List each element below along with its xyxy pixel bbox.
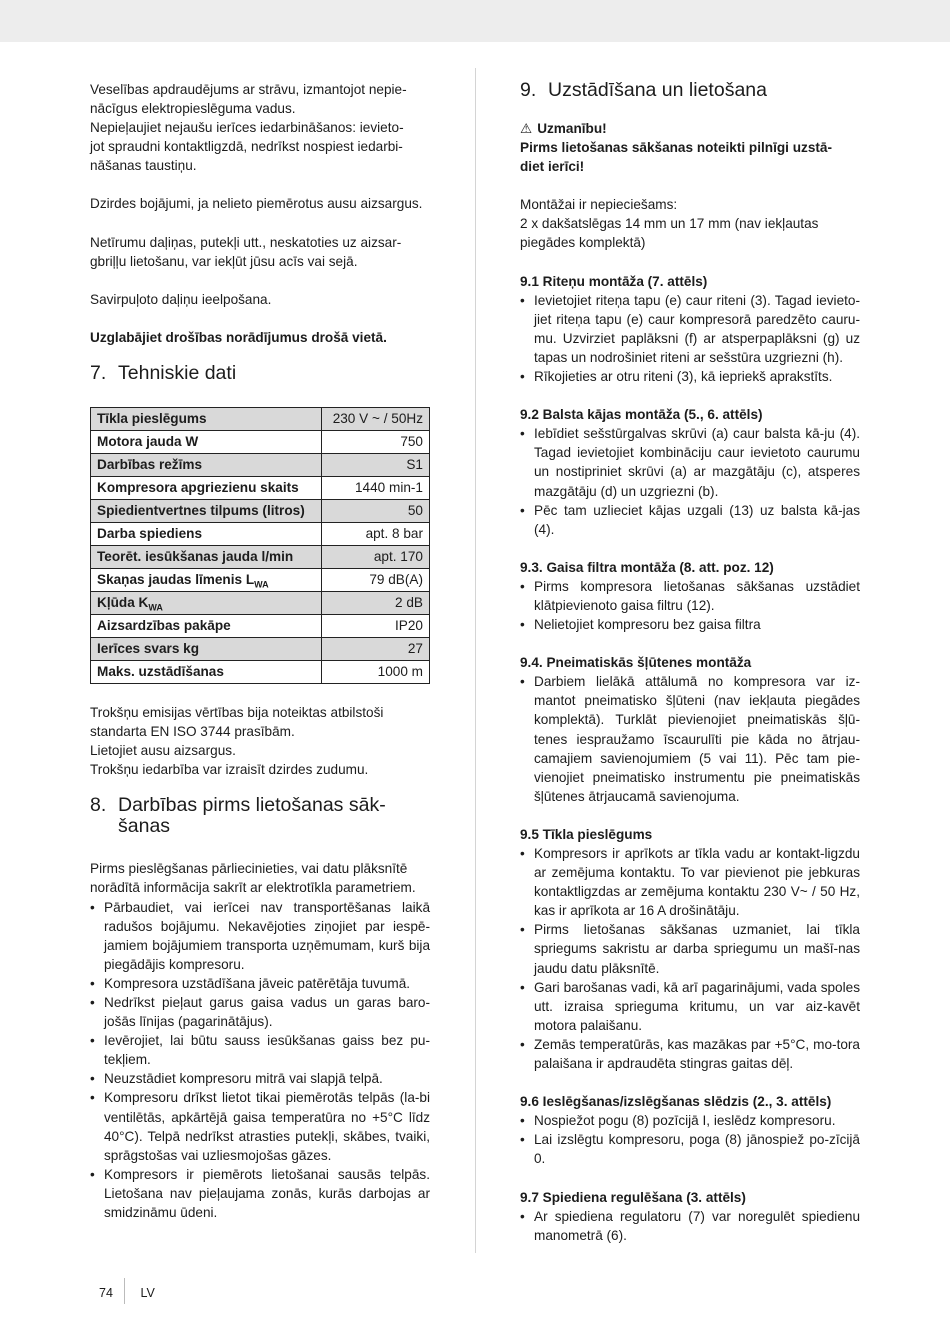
spec-label <box>91 453 322 476</box>
warning-heading <box>520 119 860 138</box>
spec-label <box>91 499 322 522</box>
language-code: LV <box>140 1286 155 1300</box>
section-number: 7. <box>90 361 107 384</box>
page-footer <box>99 1284 155 1303</box>
spec-label-text: Motora jauda W <box>97 433 199 449</box>
intro-paragraph-2 <box>90 118 430 175</box>
spec-label-text: Kompresora apgriezienu skaits <box>97 479 299 495</box>
spec-row <box>91 407 430 430</box>
warning-text <box>520 138 860 176</box>
spec-value: 1000 m <box>322 660 430 683</box>
spec-value: IP20 <box>322 614 430 637</box>
spec-row <box>91 453 430 476</box>
section-7-heading <box>90 363 430 384</box>
line: Lietojiet ausu aizsargus. <box>90 743 236 759</box>
line: nāšanas taustiņu. <box>90 158 197 174</box>
spec-label-text: Darbības režīms <box>97 456 203 472</box>
list-item: • Gari barošanas vadi, kā arī pagarinājumi, vada spoles utt. izraisa sprieguma kritumu, un var aiz-kavēt motora palaišanu. <box>520 978 860 1035</box>
page-number: 74 <box>99 1286 113 1300</box>
section-9-heading <box>520 80 860 101</box>
line: norādītā informācija sakrīt ar elektrotīkla parametriem. <box>90 880 416 896</box>
spec-value: 2 dB <box>322 591 430 614</box>
spec-label-text: Darba spiediens <box>97 525 203 541</box>
spec-label-subscript: WA <box>254 579 269 590</box>
line: Trokšņu emisijas vērtības bija noteiktas atbilstoši <box>90 704 384 720</box>
subsection-9-7-list <box>520 1207 860 1245</box>
spec-label <box>91 614 322 637</box>
spec-value: 27 <box>322 637 430 660</box>
section-number: 9. <box>520 79 537 101</box>
spec-label <box>91 407 322 430</box>
subsection-9-2-title: 9.2 Balsta kājas montāža (5., 6. attēls) <box>520 407 763 423</box>
mount-requirements <box>520 195 860 252</box>
subsection-9-5-title: 9.5 Tīkla pieslēgums <box>520 826 653 842</box>
line: nācīgus elektropieslēguma vadus. <box>90 101 296 117</box>
spec-label-text: Aizsardzības pakāpe <box>97 617 231 633</box>
subsection-9-1-list <box>520 291 860 386</box>
spec-row <box>91 522 430 545</box>
spec-label <box>91 660 322 683</box>
noise-info <box>90 703 430 779</box>
spec-row <box>91 591 430 614</box>
spec-label <box>91 476 322 499</box>
list-item: • Darbiem lielākā attālumā no kompresora var iz-mantot pneimatisko šļūteni (nav iekļauta piegādes komplektā). Turklāt pievienojiet pneimatiskās šļū-tenes iespraužamo īscaurulīti pie kāda no ātrjau-camajiem savienojumiem (5 vai 11). Pēc tam pie-vienojiet pneimatisko instrumentu pie pneimatiskās šļūtenes ātrjaucamā savienojuma. <box>520 672 860 806</box>
left-column <box>90 80 430 1222</box>
list-item: • Pirms lietošanas sākšanas uzmaniet, lai tīkla spriegums sakristu ar darba spriegumu un mašī-nas jaudu datu plāksnītē. <box>520 920 860 977</box>
list-item: • Ievērojiet, lai būtu sauss iesūkšanas gaiss bez pu-tekļiem. <box>90 1031 430 1069</box>
intro-paragraph-1 <box>90 80 430 118</box>
line: piegādes komplektā) <box>520 235 646 251</box>
spec-value: 750 <box>322 430 430 453</box>
list-item: • Neuzstādiet kompresoru mitrā vai slapjā telpā. <box>90 1069 430 1088</box>
spec-row <box>91 499 430 522</box>
technical-data-table <box>90 407 430 684</box>
safety-storage-note: Uzglabājiet drošības norādījumus drošā vietā. <box>90 329 387 345</box>
line: Nepieļaujiet nejaušu ierīces iedarbināšanos: ievieto- <box>90 120 404 136</box>
column-divider <box>475 68 476 1253</box>
subsection-9-7-title: 9.7 Spiediena regulēšana (3. attēls) <box>520 1189 746 1205</box>
section-title <box>118 795 386 837</box>
line: Darbības pirms lietošanas sāk- <box>118 794 386 817</box>
list-item: • Pēc tam uzlieciet kājas uzgali (13) uz balsta kā-jas (4). <box>520 501 860 539</box>
list-item: • Nelietojiet kompresoru bez gaisa filtra <box>520 615 860 634</box>
line: Pirms lietošanas sākšanas noteikti pilnīgi uzstā- <box>520 140 833 156</box>
line: diet ierīci! <box>520 159 585 175</box>
list-item: • Kompresora uzstādīšana jāveic patērētāja tuvumā. <box>90 974 430 993</box>
list-item: • Kompresors ir aprīkots ar tīkla vadu ar kontakt-ligzdu ar zemējuma kontaktu. To var pievienot pie jebkuras kontaktligzdas ar zemējuma kontaktu 230 V~ / 50 Hz, kas ir aprīkota ar 16 A drošinātāju. <box>520 844 860 920</box>
section-title: Tehniskie dati <box>118 361 237 384</box>
spec-label-text: Ierīces svars kg <box>97 640 200 656</box>
subsection-9-1-title: 9.1 Riteņu montāža (7. attēls) <box>520 273 708 289</box>
spec-value: 1440 min-1 <box>322 476 430 499</box>
line: jot spraudni kontaktligzdā, nedrīkst nospiest iedarbi- <box>90 139 403 155</box>
section-number: 8. <box>90 794 107 817</box>
list-item: • Rīkojieties ar otru riteni (3), kā iepriekš aprakstīts. <box>520 367 860 386</box>
list-item: • Pārbaudiet, vai ierīcei nav transportēšanas laikā radušos bojājumu. Nekavējoties ziņojiet par iespē-jamiem bojājumiem transporta uzņēmumam, kurš bija piegādājis kompresoru. <box>90 898 430 974</box>
subsection-9-6-list <box>520 1111 860 1168</box>
spec-value: S1 <box>322 453 430 476</box>
warning-icon: ⚠ <box>520 121 533 136</box>
list-item: • Ar spiediena regulatoru (7) var noregulēt spiedienu manometrā (6). <box>520 1207 860 1245</box>
spec-label-subscript: WA <box>148 602 163 613</box>
subsection-9-3-list <box>520 577 860 634</box>
subsection-9-4-title: 9.4. Pneimatiskās šļūtenes montāža <box>520 655 752 671</box>
line: Veselības apdraudējums ar strāvu, izmantojot nepie- <box>90 82 407 97</box>
section-8-heading <box>90 795 430 837</box>
spec-value: 79 dB(A) <box>322 568 430 591</box>
warning-label: Uzmanību! <box>537 121 607 136</box>
spec-value: 50 <box>322 499 430 522</box>
spec-row <box>91 476 430 499</box>
section-8-list <box>90 898 430 1223</box>
spec-label <box>91 591 322 614</box>
intro-paragraph-5: Savirpuļoto daļiņu ieelpošana. <box>90 291 272 307</box>
list-item: • Kompresoru drīkst lietot tikai piemērotās telpās (la-bi ventilētās, apkārtējā gaisa temperatūra no +5°C līdz 40°C). Telpā nedrīkst atrasties putekļi, skābes, tvaiki, sprāgstošas vai uzliesmojošas gāzes. <box>90 1088 430 1164</box>
spec-label-text: Maks. uzstādīšanas <box>97 663 224 679</box>
intro-paragraph-3: Dzirdes bojājumi, ja nelieto piemērotus ausu aizsargus. <box>90 196 423 212</box>
intro-paragraph-4 <box>90 233 430 271</box>
spec-label <box>91 637 322 660</box>
spec-row <box>91 637 430 660</box>
line: 2 x dakšatslēgas 14 mm un 17 mm (nav iekļautas <box>520 216 819 232</box>
spec-row <box>91 545 430 568</box>
subsection-9-4-list <box>520 672 860 806</box>
line: standarta EN ISO 3744 prasībām. <box>90 724 295 740</box>
spec-label-text: Skaņas jaudas līmenis L <box>97 571 255 587</box>
spec-row <box>91 614 430 637</box>
line: gbriļļu lietošanu, var iekļūt jūsu acīs vai sejā. <box>90 253 358 269</box>
subsection-9-5-list <box>520 844 860 1073</box>
line: Pirms pieslēgšanas pārliecinieties, vai datu plāksnītē <box>90 861 408 877</box>
line: Netīrumu daļiņas, putekļi utt., neskatoties uz aizsar- <box>90 234 402 250</box>
subsection-9-6-title: 9.6 Ieslēgšanas/izslēgšanas slēdzis (2., 3. attēls) <box>520 1094 832 1110</box>
spec-label <box>91 430 322 453</box>
list-item: • Nedrīkst pieļaut garus gaisa vadus un garas baro-jošās līnijas (pagarinātājus). <box>90 993 430 1031</box>
spec-label <box>91 545 322 568</box>
spec-value: 230 V ~ / 50Hz <box>322 407 430 430</box>
spec-label-text: Spiedientvertnes tilpums (litros) <box>97 502 305 518</box>
section-8-intro <box>90 859 430 897</box>
list-item: • Zemās temperatūrās, kas mazākas par +5°C, mo-tora palaišana ir apdraudēta stingras gaitas dēļ. <box>520 1035 860 1073</box>
spec-row <box>91 660 430 683</box>
spec-label-text: Teorēt. iesūkšanas jauda l/min <box>97 548 294 564</box>
line: Montāžai ir nepieciešams: <box>520 197 678 213</box>
spec-label-text: Tīkla pieslēgums <box>97 410 207 426</box>
list-item: • Pirms kompresora lietošanas sākšanas uzstādiet klātpievienoto gaisa filtru (12). <box>520 577 860 615</box>
list-item: • Kompresors ir piemērots lietošanai sausās telpās. Lietošana nav pieļaujama zonās, kurās darbojas ar smidzināmu ūdeni. <box>90 1165 430 1222</box>
list-item: • Ievietojiet riteņa tapu (e) caur riteni (3). Tagad ievieto-jiet riteņa tapu (e) caur kompresorā paredzēto cauru-mu. Uzvirziet paplāksni (f) ar atsperpaplāksni (g) uz tapas un nodrošiniet riteni ar sešstūra uzgriezni (h). <box>520 291 860 367</box>
spec-label <box>91 568 322 591</box>
right-column <box>520 80 860 1245</box>
top-bar <box>0 0 950 42</box>
spec-label-text: Kļūda K <box>97 594 149 610</box>
spec-value: apt. 170 <box>322 545 430 568</box>
subsection-9-2-list <box>520 424 860 539</box>
spec-label <box>91 522 322 545</box>
spec-row <box>91 430 430 453</box>
line: Trokšņu iedarbība var izraisīt dzirdes zudumu. <box>90 762 369 778</box>
footer-divider <box>124 1278 125 1304</box>
spec-value: apt. 8 bar <box>322 522 430 545</box>
line: šanas <box>118 815 171 838</box>
list-item: • Lai izslēgtu kompresoru, poga (8) jānospiež po-zīcijā 0. <box>520 1130 860 1168</box>
spec-row <box>91 568 430 591</box>
list-item: • Nospiežot pogu (8) pozīcijā I, ieslēdz kompresoru. <box>520 1111 860 1130</box>
list-item: • Iebīdiet sešstūrgalvas skrūvi (a) caur balsta kā-ju (4). Tagad ievietojiet kombināciju caur ievietoto caurumu un nostipriniet skrūvi (a) ar mazgātāju (c), atsperes mazgātāju (d) un uzgriezni (b). <box>520 424 860 500</box>
subsection-9-3-title: 9.3. Gaisa filtra montāža (8. att. poz. 12) <box>520 559 774 575</box>
section-title: Uzstādīšana un lietošana <box>548 79 767 101</box>
